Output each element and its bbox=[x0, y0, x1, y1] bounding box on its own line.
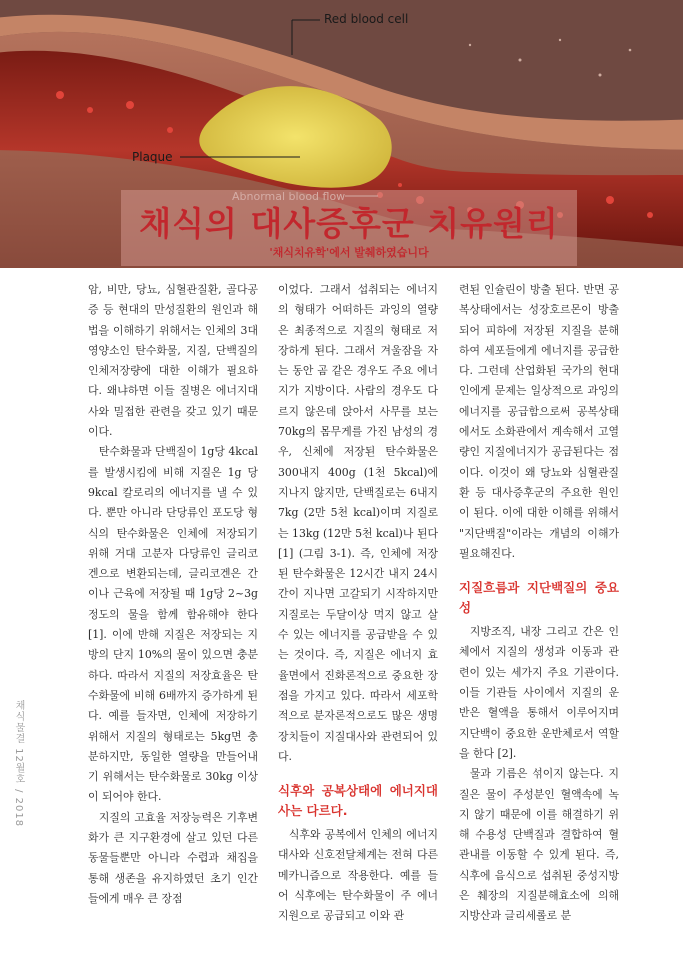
hero-illustration bbox=[0, 0, 683, 268]
page-title: 채식의 대사증후군 치유원리 bbox=[139, 204, 559, 243]
paragraph: 련된 인슐린이 방출 된다. 반면 공복상태에서는 성장호르몬이 방출되어 피하에 저장된 지질을 분해하여 세포들에게 에너지를 공급한다. 그런데 산업화된 국가의 현대인에게 문제는 일상적으로 과잉의 에너지를 공급함으로써 공복상태에서도 소화관에서 계속해서 고열량인 지질에너지가 공급된다는 점이다. 이것이 왜 당뇨와 심혈관질환 등 대사증후군의 주요한 원인이 된다. 이에 대한 이해를 위해서 "지단백질"이라는 개념의 이해가 필요해진다. bbox=[459, 283, 619, 560]
plaque-label: Plaque bbox=[132, 150, 173, 164]
paragraph: 암, 비만, 당뇨, 심혈관질환, 골다공증 등 현대의 만성질환의 원인과 해법을 이해하기 위해서는 인체의 3대 영양소인 탄수화물, 지질, 단백질의 인체저장량에 대한 이해가 필요하다. 왜냐하면 이들 질병은 에너지대사와 밀접한 관련을 갖고 있기 때문이다. bbox=[88, 283, 258, 439]
section-heading: 식후와 공복상태에 에너지대사는 다르다. bbox=[278, 783, 438, 819]
article-column-2 bbox=[278, 280, 438, 927]
paragraph: 탄수화물과 단백질이 1g당 4kcal를 발생시킴에 비해 지질은 1g 당 9kcal 칼로리의 에너지를 낼 수 있다. 뿐만 아니라 단당류인 포도당 형식의 탄수화물은 인체에 저장되기 위해 거대 고분자 다당류인 글리코겐으로 변환되는데, 글리코겐은 간이나 근육에 저장될 때 1g당 2~3g정도의 물을 함께 함유해야 한다 [1]. 이에 반해 지질은 저장되는 지방의 단지 10%의 물이 있으면 충분하다. 따라서 지질의 저장효율은 탄수화물에 비해 6배까지 증가하게 된다. 예를 들자면, 인체에 저장하기 위해서 지질의 형태로는 5kg면 충분하지만, 동일한 열량을 만들어내기 위해서는 탄수화물로 30kg 이상이 되어야 한다. bbox=[88, 445, 258, 804]
red-blood-cell-label: Red blood cell bbox=[324, 12, 409, 26]
paragraph: 물과 기름은 섞이지 않는다. 지질은 물이 주성분인 혈액속에 녹지 않기 때문에 이를 해결하기 위해 수용성 단백질과 결합하여 혈관내를 이동할 수 있게 된다. 즉, 식후에 음식으로 섭취된 중성지방은 췌장의 지질분해효소에 의해 지방산과 글리세롤로 분 bbox=[459, 767, 619, 923]
paragraph: 식후와 공복에서 인체의 에너지대사와 신호전달체계는 전혀 다른 메카니즘으로 작용한다. 예를 들어 식후에는 탄수화물이 주 에너지원으로 공급되고 이와 관 bbox=[278, 828, 438, 923]
article-column-3 bbox=[459, 280, 619, 927]
article-column-1 bbox=[88, 280, 258, 909]
title-banner bbox=[121, 190, 577, 266]
paragraph: 지방조직, 내장 그리고 간은 인체에서 지질의 생성과 이동과 관련이 있는 세가지 주요 기관이다. 이들 기관들 사이에서 지질의 운반은 혈액을 통해서 이루어지며 지단백이 중요한 운반체로서 역할을 한다 [2]. bbox=[459, 625, 619, 760]
paragraph: 지질의 고효율 저장능력은 기후변화가 큰 지구환경에 살고 있던 다른 동물들뿐만 아니라 수렵과 채집을 통해 생존을 유지하였던 초기 인간들에게 매우 큰 장점 bbox=[88, 810, 258, 905]
page-subtitle: '채식치유학'에서 발췌하였습니다 bbox=[269, 246, 429, 259]
section-heading: 지질흐름과 지단백질의 중요성 bbox=[459, 580, 619, 616]
side-note: 채식물결 12월호 / 2018 bbox=[13, 700, 24, 828]
paragraph: 이었다. 그래서 섭취되는 에너지의 형태가 어떠하든 과잉의 열량은 최종적으로 지질의 형태로 저장하게 된다. 그래서 겨울잠을 자는 동안 곰 같은 경우도 주요 에너지가 지방이다. 사람의 경우도 다르지 않은데 앉아서 사무를 보는 70kg의 몸무게를 가진 남성의 경우, 신체에 저장된 탄수화물은 300내지 400g (1천 5kcal)에 지나지 않지만, 단백질로는 6내지 7kg (2만 5천 kcal)이며 지질로는 13kg (12만 5천 kcal)나 된다 [1] (그림 3-1). 즉, 인체에 저장된 탄수화물은 12시간 내지 24시간이 지나면 고갈되기 시작하지만 지질로는 두달이상 먹지 않고 살 수 있는 에너지를 공급받을 수 있는 것이다. 즉, 지질은 에너지 효율면에서 진화론적으로 중요한 장점을 가지고 있다. 따라서 세포학적으로 분자론적으로도 많은 생명장치들이 지질대사와 관련되어 있다. bbox=[278, 283, 438, 763]
